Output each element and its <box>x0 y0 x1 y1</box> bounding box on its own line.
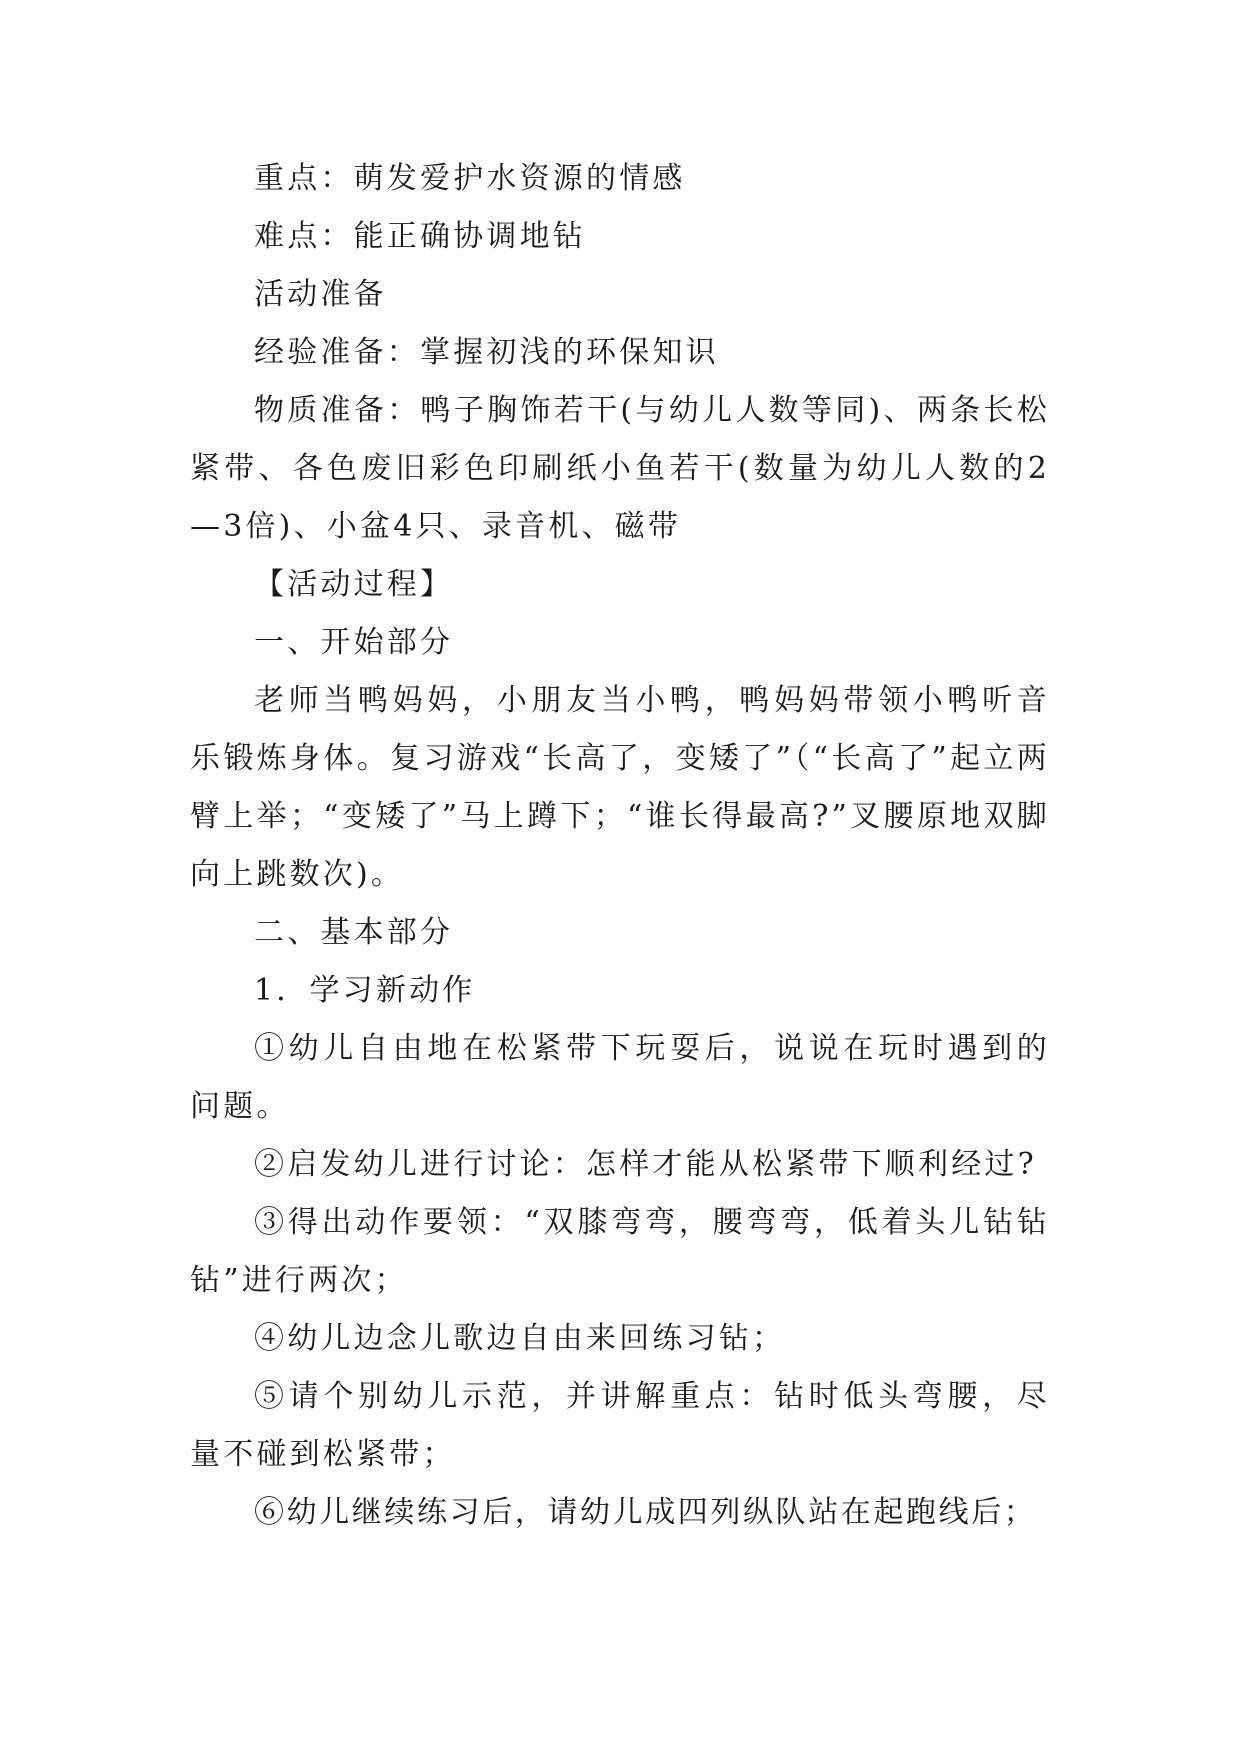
paragraph-warmup: 老师当鸭妈妈，小朋友当小鸭，鸭妈妈带领小鸭听音乐锻炼身体。复习游戏“长高了，变矮了”（“长高了”起立两臂上举；“变矮了”马上蹲下；“谁长得最高?”叉腰原地双脚向上跳数次)。 <box>190 683 1050 892</box>
list-item-4: ④幼儿边念儿歌边自由来回练习钻； <box>254 1321 786 1356</box>
document-page <box>190 150 1050 1542</box>
section-heading-process: 【活动过程】 <box>254 567 454 602</box>
paragraph-key-point: 重点：萌发爱护水资源的情感 <box>254 161 686 196</box>
list-item-2: ②启发幼儿进行讨论：怎样才能从松紧带下顺利经过? <box>254 1147 1037 1182</box>
section-heading-preparation: 活动准备 <box>254 277 387 312</box>
section-heading-basic: 二、基本部分 <box>254 915 454 950</box>
paragraph-difficulty: 难点：能正确协调地钻 <box>254 219 586 254</box>
paragraph-material-prep: 物质准备：鸭子胸饰若干(与幼儿人数等同)、两条长松紧带、各色废旧彩色印刷纸小鱼若干(数量为幼儿人数的2—3倍)、小盆4只、录音机、磁带 <box>190 393 1050 544</box>
list-item-6: ⑥幼儿继续练习后，请幼儿成四列纵队站在起跑线后； <box>254 1495 1037 1530</box>
list-item-3: ③得出动作要领：“双膝弯弯，腰弯弯，低着头儿钻钻钻”进行两次； <box>190 1205 1050 1298</box>
list-item-5: ⑤请个别幼儿示范，并讲解重点：钻时低头弯腰，尽量不碰到松紧带； <box>190 1379 1050 1472</box>
subheading-new-action: 1．学习新动作 <box>254 973 476 1008</box>
section-heading-start: 一、开始部分 <box>254 625 454 660</box>
list-item-1: ①幼儿自由地在松紧带下玩耍后，说说在玩时遇到的问题。 <box>190 1031 1050 1124</box>
paragraph-experience-prep: 经验准备：掌握初浅的环保知识 <box>254 335 719 370</box>
